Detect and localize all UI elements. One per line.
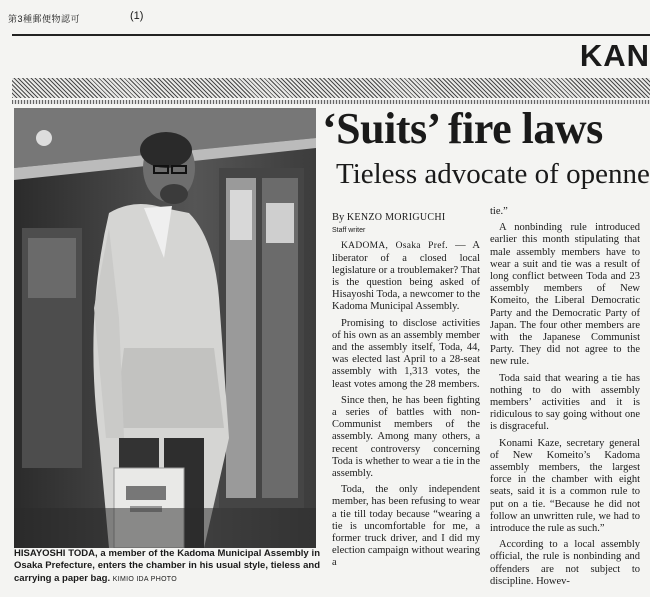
page-number: (1) xyxy=(130,10,144,22)
byline-prefix: By xyxy=(332,212,345,223)
photo-scene xyxy=(14,108,316,548)
paragraph: Toda, the only independent member, has been refusing to wear a tie till today because “wearing a tie is uncomfortable for me, a former truck driver, and I did my election campaign without wearing a xyxy=(332,484,480,569)
byline-role: Staff writer xyxy=(332,227,366,235)
paragraph xyxy=(332,240,480,313)
ceiling-light xyxy=(36,130,52,146)
paragraph-text: — A liberator of a closed local legislature or a troublemaker? That is the question being asked of Hisayoshi Toda, a newcomer to the Kadoma Municipal Assembly. xyxy=(332,240,480,313)
halftone-band xyxy=(12,78,650,98)
postal-permit-line: 第3種郵便物認可 xyxy=(8,14,81,24)
paragraph: Toda said that wearing a tie has nothing to do with assembly members’ activities and it is ridiculous to say going without one is disgraceful. xyxy=(490,372,640,433)
paragraph: According to a local assembly official, the rule is nonbinding and offenders are not subject to discipline. Howev- xyxy=(490,539,640,587)
section-nameplate: KAN xyxy=(579,38,650,73)
subheadline: Tieless advocate of openne xyxy=(336,158,650,190)
paragraph: A nonbinding rule introduced earlier this month stipulating that male assembly members have to wear a suit and tie was a result of long conflict between Toda and 23 assembly members of New Komeito, the Liberal Democratic Party and the Democratic Party of Japan. The four other members are with the Japanese Communist Party. They did not agree to the new rule. xyxy=(490,222,640,368)
dateline: KADOMA, Osaka Pref. xyxy=(341,241,448,252)
byline-name: KENZO MORIGUCHI xyxy=(346,212,446,223)
top-rule xyxy=(12,34,650,36)
headline: ‘Suits’ fire laws xyxy=(322,104,603,153)
news-photo xyxy=(14,108,316,548)
paragraph: Since then, he has been fighting a series of battles with non-Communist members of the assembly. Among many others, a recent controversy concerning Toda is whether to wear a tie in the assembly. xyxy=(332,394,480,480)
photo-caption xyxy=(14,548,320,586)
photo-credit: KIMIO IDA PHOTO xyxy=(112,575,178,583)
paragraph: Promising to disclose activities of his own as an assembly member and the assembly itself, Toda, 44, was elected last April to a 28-seat assembly with 1,313 votes, the least votes among the 28 members. xyxy=(332,317,480,390)
byline xyxy=(332,212,480,224)
article-column-2 xyxy=(490,206,640,592)
article-column-1 xyxy=(332,212,480,574)
caption-text: HISAYOSHI TODA, a member of the Kadoma Municipal Assembly in Osaka Prefecture, enters the chamber in his usual style, tieless and carrying a paper bag. xyxy=(14,548,320,584)
paragraph: Konami Kaze, secretary general of New Komeito’s Kadoma assembly members, the largest force in the chamber with eight seats, said it is a common rule to put on a tie. “Because he did not follow an unwritten rule, we had to introduce the rule as such.” xyxy=(490,437,640,535)
paragraph: tie.” xyxy=(490,206,508,217)
